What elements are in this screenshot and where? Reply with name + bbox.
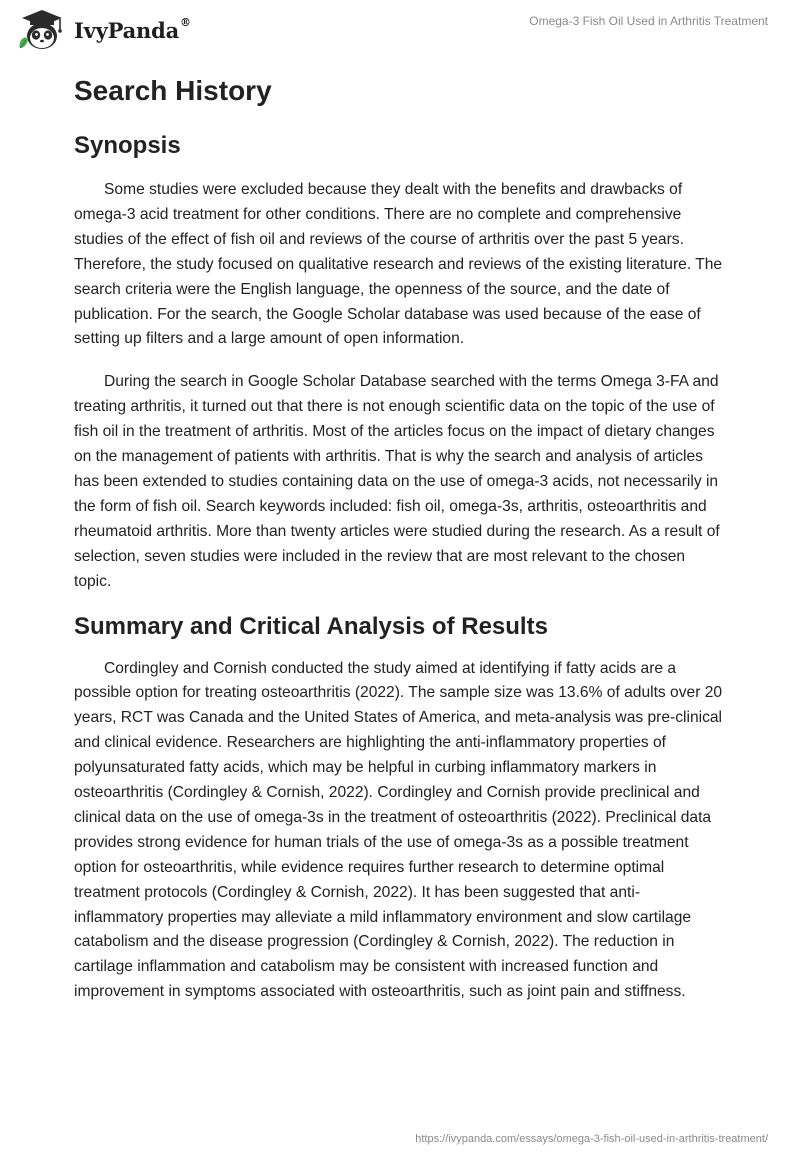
page-title: Search History xyxy=(74,75,272,106)
synopsis-paragraph-1: Some studies were excluded because they dealt with the benefits and drawbacks of omega-3 acid treatment for other conditions. There are no complete and comprehensive studies of the effect of fish oil and reviews of the course of arthritis over the past 5 years. Therefore, the study focused on qualitative research and reviews of the existing literature. The search criteria were the English language, the openness of the source, and the date of publication. For the search, the Google Scholar database was used because of the ease of setting up filters and a large amount of open information. xyxy=(74,181,723,348)
summary-heading: Summary and Critical Analysis of Results xyxy=(74,612,548,640)
panda-graduate-icon xyxy=(16,8,68,52)
logo-text: IvyPanda xyxy=(74,17,180,43)
logo-wordmark xyxy=(74,15,191,43)
synopsis-heading: Synopsis xyxy=(74,132,181,159)
ivypanda-logo[interactable] xyxy=(16,8,191,52)
essay-content xyxy=(74,72,726,1005)
summary-paragraph-1: Cordingley and Cornish conducted the study aimed at identifying if fatty acids are a possible option for treating osteoarthritis (2022). The sample size was 13.6% of adults over 20 years, RCT was Canada and the United States of America, and meta-analysis was pre-clinical and clinical evidence. Researchers are highlighting the anti-inflammatory properties of polyunsaturated fatty acids, which may be helpful in curbing inflammatory markers in osteoarthritis (Cordingley & Cornish, 2022). Cordingley and Cornish provide preclinical and clinical data on the use of omega-3s in the treatment of osteoarthritis (2022). Preclinical data provides strong evidence for human trials of the use of omega-3s as a possible treatment option for osteoarthritis, while evidence requires further research to determine optimal treatment protocols (Cordingley & Cornish, 2022). It has been suggested that anti-inflammatory properties may alleviate a mild inflammatory environment and slow cartilage catabolism and the disease progression (Cordingley & Cornish, 2022). The reduction in cartilage inflammation and catabolism may be consistent with increased function and improvement in symptoms associated with osteoarthritis, such as joint pain and stiffness. xyxy=(74,659,723,1001)
synopsis-paragraph-2: During the search in Google Scholar Database searched with the terms Omega 3-FA and treating arthritis, it turned out that there is not enough scientific data on the topic of the use of fish oil in the treatment of arthritis. Most of the articles focus on the impact of dietary changes on the management of patients with arthritis. That is why the search and analysis of articles has been extended to studies containing data on the use of omega-3 acids, not necessarily in the form of fish oil. Search keywords included: fish oil, omega-3s, arthritis, osteoarthritis and rheumatoid arthritis. More than twenty articles were studied during the research. As a result of selection, seven studies were included in the review that are most relevant to the chosen topic. xyxy=(74,373,720,590)
document-title: Omega-3 Fish Oil Used in Arthritis Treatment xyxy=(529,14,768,28)
source-url[interactable]: https://ivypanda.com/essays/omega-3-fish-oil-used-in-arthritis-treatment/ xyxy=(415,1133,768,1145)
page-header xyxy=(0,0,800,60)
registered-mark: ® xyxy=(180,15,191,29)
